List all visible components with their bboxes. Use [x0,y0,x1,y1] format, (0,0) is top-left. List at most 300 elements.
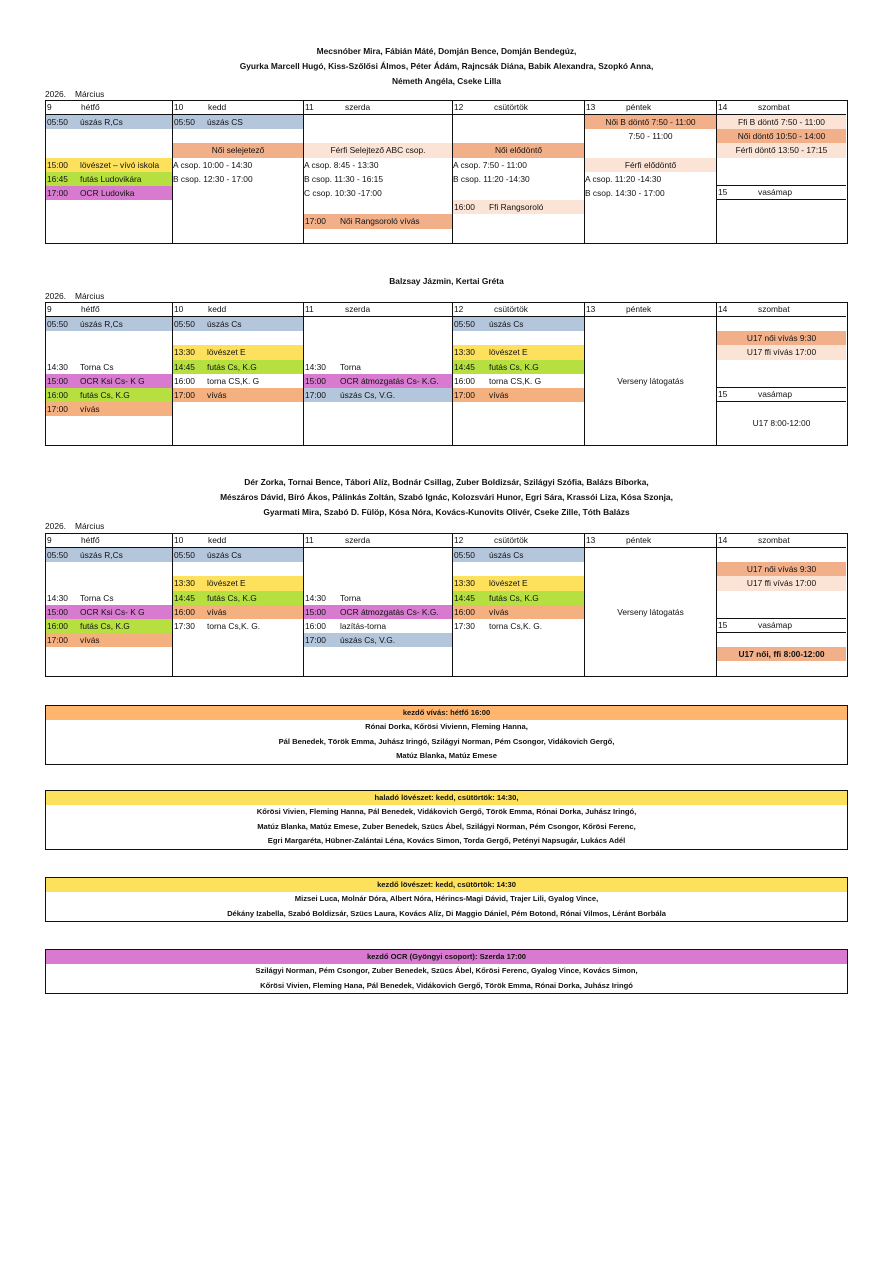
schedule-cell [173,129,303,143]
schedule-cell [46,576,172,590]
schedule-cell [46,200,172,214]
event-time: 17:00 [47,635,68,646]
schedule-cell [453,360,584,374]
schedule-cell [585,374,716,388]
event-label: futás Cs, K.G [80,621,130,631]
day-name: vasámap [758,389,792,399]
month-label [45,89,104,100]
schedule-cell [304,402,452,416]
event-label: Verseny látogatás [617,375,684,386]
schedule-cell [46,374,172,388]
event-label: futás Cs, K.G [80,390,130,400]
day-column-5 [717,303,846,445]
day-header [173,101,303,115]
event-label: lazítás-torna [340,621,387,631]
event-time: 13:30 [174,578,195,589]
schedule-cell [46,619,172,633]
group-title: kezdő vívás: hétfő 16:00 [46,706,847,720]
schedule-cell [585,143,716,157]
schedule-cell [453,129,584,143]
group-members: Matúz Blanka, Matúz Emese [396,751,497,760]
schedule-cell [304,317,452,331]
schedule-cell [585,331,716,345]
event-label: úszás R,Cs [80,550,123,560]
schedule-cell [304,647,452,661]
event-label: U17 női vívás 9:30 [746,333,817,344]
schedule-cell [304,172,452,186]
schedule-cell [304,200,452,214]
schedule-cell [585,548,716,562]
schedule-cell [173,345,303,359]
day-column-0 [46,101,173,243]
schedule-cell [453,229,584,243]
group-members: Pál Benedek, Török Emma, Juhász Iringó, Szilágyi Norman, Pém Csongor, Vidákovich Gergő, [278,736,615,746]
event-label: Ffi B döntő 7:50 - 11:00 [738,117,825,127]
event-label: Verseny látogatás [617,606,684,617]
day-name: szombat [758,304,790,314]
schedule-cell [717,129,846,143]
schedule-cell [173,214,303,228]
day-column-2 [304,534,453,676]
day-column-3 [453,101,585,243]
schedule-cell [304,331,452,345]
schedule-cell [585,647,716,661]
day-name: szerda [345,102,371,112]
day-header [585,303,716,317]
event-time: 17:00 [174,390,195,400]
schedule-cell [585,562,716,576]
schedule-cell [453,374,584,388]
day-column-5 [717,534,846,676]
year: 2026. [45,291,66,301]
group-members: Kőrösi Vivien, Fleming Hana, Pál Benedek, Vidákovich Gergő, Török Emma, Rónai Dorka, Juhász Iringó [260,980,633,990]
schedule-cell [46,605,172,619]
day-header [717,101,846,115]
event-label: Női selejetező [211,145,265,156]
schedule-cell [585,416,716,430]
schedule-cell [453,431,584,445]
day-number: 12 [454,102,464,112]
group-box [45,877,848,922]
names-line: Németh Angéla, Cseke Lilla [391,76,502,86]
day-number: 11 [305,304,314,314]
day-name: szombat [758,535,790,545]
event-time: 17:00 [47,404,68,415]
event-label: úszás R,Cs [80,117,123,127]
group-members: Dékány Izabella, Szabó Boldizsár, Szücs Laura, Kovács Alíz, Di Maggio Dániel, Pém Botond, Rónai Vilmos, Léránt Borbála [227,908,666,918]
day-header [46,101,172,115]
day-header [46,534,172,548]
day-header [717,534,846,548]
group-members: Mizsei Luca, Molnár Dóra, Albert Nóra, Hérincs-Magi Dávid, Trajer Lili, Gyalog Vince, [294,894,599,903]
schedule-cell [46,388,172,402]
schedule-cell [46,229,172,243]
day-header [717,303,846,317]
event-time: 16:00 [454,375,475,386]
event-time: 13:30 [454,578,475,589]
event-label: úszás Cs, V.G. [340,635,396,646]
schedule-cell [46,633,172,647]
event-label: OCR átmozgatás Cs- K.G. [340,606,439,617]
event-label: B csop. 11:30 - 16:15 [304,173,383,184]
event-label: B csop. 11:20 -14:30 [453,173,530,184]
schedule-cell [717,647,846,661]
event-label: Női döntő 10:50 - 14:00 [737,131,826,142]
schedule-cell [46,416,172,430]
day-name: vasámap [758,187,792,197]
day-number: 14 [718,304,728,314]
day-header [173,303,303,317]
event-time: 05:50 [174,550,195,560]
day-name: vasámap [758,620,792,630]
schedule-cell [46,662,172,676]
day-column-1 [173,534,304,676]
day-header [585,101,716,115]
schedule-cell [453,186,584,200]
event-time: 17:00 [47,188,68,198]
event-time: 14:30 [47,592,68,603]
event-label: úszás R,Cs [80,319,123,329]
schedule-cell [173,200,303,214]
day-header [453,101,584,115]
event-label: Férfi Selejtező ABC csop. [330,145,426,156]
day-column-4 [585,101,717,243]
event-label: Női Rangsoroló vívás [340,216,420,227]
event-time: 17:30 [454,621,475,631]
event-label: torna Cs,K. G. [489,621,543,631]
schedule-cell [717,402,846,416]
month-label [45,521,104,532]
day-name: péntek [626,304,652,314]
event-label: lövészet E [207,578,246,589]
schedule-cell [717,430,846,444]
schedule-cell [585,186,716,200]
group-members: Matúz Blanka, Matúz Emese, Zuber Benedek, Szücs Ábel, Szilágyi Norman, Pém Csongor, Kőrösi Ferenc, [257,821,636,831]
group-members: Szilágyi Norman, Pém Csongor, Zuber Benedek, Szücs Ábel, Kőrösi Ferenc, Gyalog Vince, Kovács Simon, [255,966,638,975]
schedule-cell [304,374,452,388]
event-time: 16:00 [454,202,475,213]
schedule-cell [717,317,846,331]
schedule-cell [717,416,846,430]
names-line: Dér Zorka, Tornai Bence, Tábori Alíz, Bodnár Csillag, Zuber Boldizsár, Szilágyi Szófia, Balázs Bíborka, [244,477,649,487]
schedule-cell [717,374,846,388]
schedule-cell [453,158,584,172]
event-time: 16:00 [47,390,68,400]
event-label: Ffi Rangsoroló [489,202,544,213]
day-number: 12 [454,535,464,545]
names-line: Mészáros Dávid, Bíró Ákos, Pálinkás Zoltán, Szabó Ignác, Kolozsvári Hunor, Egri Sára, Krassói Liza, Kósa Szonja, [220,492,673,502]
event-label: U17 női vívás 9:30 [746,564,817,575]
day-number: 13 [586,535,596,545]
event-label: Torna Cs [80,592,114,603]
event-label: lövészet E [489,347,528,358]
schedule-cell [585,129,716,143]
schedule-cell [46,158,172,172]
event-time: 16:00 [174,606,195,617]
schedule-cell [304,562,452,576]
schedule-cell [173,317,303,331]
day-header-sunday [717,619,846,633]
schedule-cell [585,662,716,676]
event-label: Torna [340,592,361,603]
event-time: 05:50 [47,319,68,329]
schedule-cell [717,562,846,576]
event-time: 16:45 [47,173,68,184]
schedule-cell [717,172,846,186]
group-title: haladó lövészet: kedd, csütörtök: 14:30, [46,791,847,805]
group-box [45,705,848,765]
day-number: 14 [718,102,728,112]
event-time: 05:50 [174,117,195,127]
group-members: Kőrösi Vivien, Fleming Hanna, Pál Benedek, Vidákovich Gergő, Török Emma, Rónai Dorka, Juhász Iringó, [256,807,637,816]
schedule-cell [717,158,846,172]
schedule-cell [453,402,584,416]
day-name: péntek [626,535,652,545]
day-number: 15 [718,620,728,630]
event-label: U17 8:00-12:00 [752,418,811,429]
day-number: 15 [718,187,728,197]
schedule-cell [585,158,716,172]
schedule-cell [717,200,846,214]
day-name: szerda [345,535,371,545]
event-label: lövészet E [489,578,528,589]
schedule-cell [717,331,846,345]
schedule-cell [46,591,172,605]
schedule-cell [304,431,452,445]
event-label: A csop. 7:50 - 11:00 [453,159,527,170]
schedule-cell [717,228,846,242]
schedule-cell [304,115,452,129]
schedule-cell [453,317,584,331]
schedule-cell [453,345,584,359]
schedule-cell [46,331,172,345]
event-time: 15:00 [47,375,68,386]
event-label: Női elődöntő [494,145,543,156]
schedule-cell [453,562,584,576]
event-label: OCR Ksi Cs- K G [80,375,145,386]
event-label: Torna [340,361,361,372]
event-label: Férfi elődöntő [624,159,677,170]
schedule-cell [585,360,716,374]
day-number: 10 [174,535,184,545]
schedule-cell [585,200,716,214]
schedule-cell [585,345,716,359]
schedule-cell [585,633,716,647]
schedule-cell [717,633,846,647]
day-header [173,534,303,548]
schedule-cell [46,115,172,129]
schedule-cell [453,331,584,345]
schedule-cell [717,360,846,374]
schedule-cell [717,591,846,605]
event-time: 15:00 [305,375,326,386]
schedule-cell [173,158,303,172]
day-header-sunday [717,186,846,200]
day-name: szerda [345,304,371,314]
schedule-cell [173,402,303,416]
day-header [585,534,716,548]
event-label: vívás [489,390,509,400]
month-name: Március [75,291,105,301]
event-label: B csop. 14:30 - 17:00 [585,188,665,198]
event-label: Női B döntő 7:50 - 11:00 [605,117,696,127]
day-column-2 [304,101,453,243]
event-label: OCR átmozgatás Cs- K.G. [340,375,439,386]
schedule-cell [585,402,716,416]
year: 2026. [45,521,66,531]
schedule-cell [453,591,584,605]
schedule-cell [304,633,452,647]
schedule-cell [453,647,584,661]
schedule-cell [173,619,303,633]
day-name: csütörtök [494,102,528,112]
event-label: OCR Ludovika [80,188,135,198]
day-name: hétfő [81,304,100,314]
event-label: úszás Cs [207,550,242,560]
schedule-cell [585,317,716,331]
schedule-cell [173,576,303,590]
day-column-4 [585,303,717,445]
schedule-cell [453,662,584,676]
schedule-cell [173,548,303,562]
schedule-cell [46,143,172,157]
event-label: úszás Cs, V.G. [340,390,396,400]
event-label: Férfi döntő 13:50 - 17:15 [735,145,828,156]
schedule-cell [717,576,846,590]
event-label: torna CS,K. G [207,375,260,386]
schedule-cell [717,548,846,562]
schedule-cell [46,186,172,200]
event-time: 16:00 [305,621,326,631]
event-label: torna Cs,K. G. [207,621,261,631]
day-number: 9 [47,535,52,545]
event-label: C csop. 10:30 -17:00 [304,188,382,198]
event-label: vívás [80,635,100,646]
event-label: A csop. 8:45 - 13:30 [304,159,379,170]
event-label: vívás [489,606,509,617]
event-label: Torna Cs [80,361,114,372]
schedule-cell [304,143,452,157]
schedule-cell [173,562,303,576]
event-time: 05:50 [454,550,475,560]
schedule-cell [453,388,584,402]
group-box [45,949,848,994]
day-number: 9 [47,102,52,112]
event-label: U17 ffi vívás 17:00 [746,578,817,589]
group-box [45,790,848,850]
schedule-cell [173,115,303,129]
event-time: 15:00 [305,606,326,617]
month-name: Március [75,521,105,531]
schedule-cell [453,576,584,590]
schedule-cell [717,115,846,129]
week-calendar-table [45,302,848,446]
event-label: vívás [207,606,227,617]
schedule-cell [46,345,172,359]
event-label: vívás [80,404,100,415]
schedule-cell [453,214,584,228]
event-time: 14:45 [174,592,195,603]
event-time: 05:50 [454,319,475,329]
event-label: lövészet – vívó iskola [80,159,160,170]
schedule-cell [585,388,716,402]
event-time: 17:00 [305,635,326,646]
day-header [453,303,584,317]
schedule-cell [304,229,452,243]
schedule-cell [304,186,452,200]
day-number: 15 [718,389,728,399]
schedule-cell [585,115,716,129]
day-number: 9 [47,304,52,314]
event-label: futás Ludovikára [80,173,142,184]
schedule-cell [304,158,452,172]
day-number: 12 [454,304,464,314]
names-line: Gyarmati Mira, Szabó D. Fülöp, Kósa Nóra, Kovács-Kunovits Olivér, Cseke Zille, Tóth Balázs [263,507,630,517]
day-header-sunday [717,388,846,402]
schedule-cell [173,388,303,402]
schedule-cell [585,619,716,633]
event-time: 16:00 [454,606,475,617]
schedule-cell [173,662,303,676]
schedule-cell [717,661,846,675]
day-header [304,101,452,115]
day-name: csütörtök [494,535,528,545]
schedule-cell [46,548,172,562]
event-label: torna CS,K. G [489,375,542,386]
day-column-2 [304,303,453,445]
day-column-5 [717,101,846,243]
day-header [46,303,172,317]
schedule-cell [46,562,172,576]
schedule-cell [46,214,172,228]
event-time: 14:30 [305,592,326,603]
day-name: péntek [626,102,652,112]
schedule-cell [453,619,584,633]
day-name: csütörtök [494,304,528,314]
group-members: Egri Margaréta, Hübner-Zalántai Léna, Kovács Simon, Torda Gergő, Petényi Napsugár, Lukács Adél [267,836,626,845]
schedule-cell [173,374,303,388]
schedule-cell [453,605,584,619]
day-column-3 [453,303,585,445]
schedule-cell [453,172,584,186]
day-name: kedd [208,535,227,545]
year: 2026. [45,89,66,99]
schedule-cell [585,591,716,605]
event-time: 13:30 [174,347,195,358]
event-label: A csop. 11:20 -14:30 [585,173,662,184]
schedule-cell [46,647,172,661]
event-label: B csop. 12:30 - 17:00 [173,173,253,184]
event-time: 16:00 [47,621,68,631]
schedule-cell [173,633,303,647]
schedule-cell [173,360,303,374]
schedule-cell [304,619,452,633]
schedule-cell [173,647,303,661]
schedule-cell [173,172,303,186]
week-calendar-table [45,533,848,677]
day-column-1 [173,303,304,445]
day-column-1 [173,101,304,243]
schedule-cell [304,591,452,605]
schedule-cell [585,214,716,228]
day-name: hétfő [81,102,100,112]
event-label: futás Cs, K.G [207,592,257,603]
event-label: lövészet E [207,347,246,358]
day-column-4 [585,534,717,676]
day-name: szombat [758,102,790,112]
schedule-cell [46,172,172,186]
schedule-cell [304,548,452,562]
